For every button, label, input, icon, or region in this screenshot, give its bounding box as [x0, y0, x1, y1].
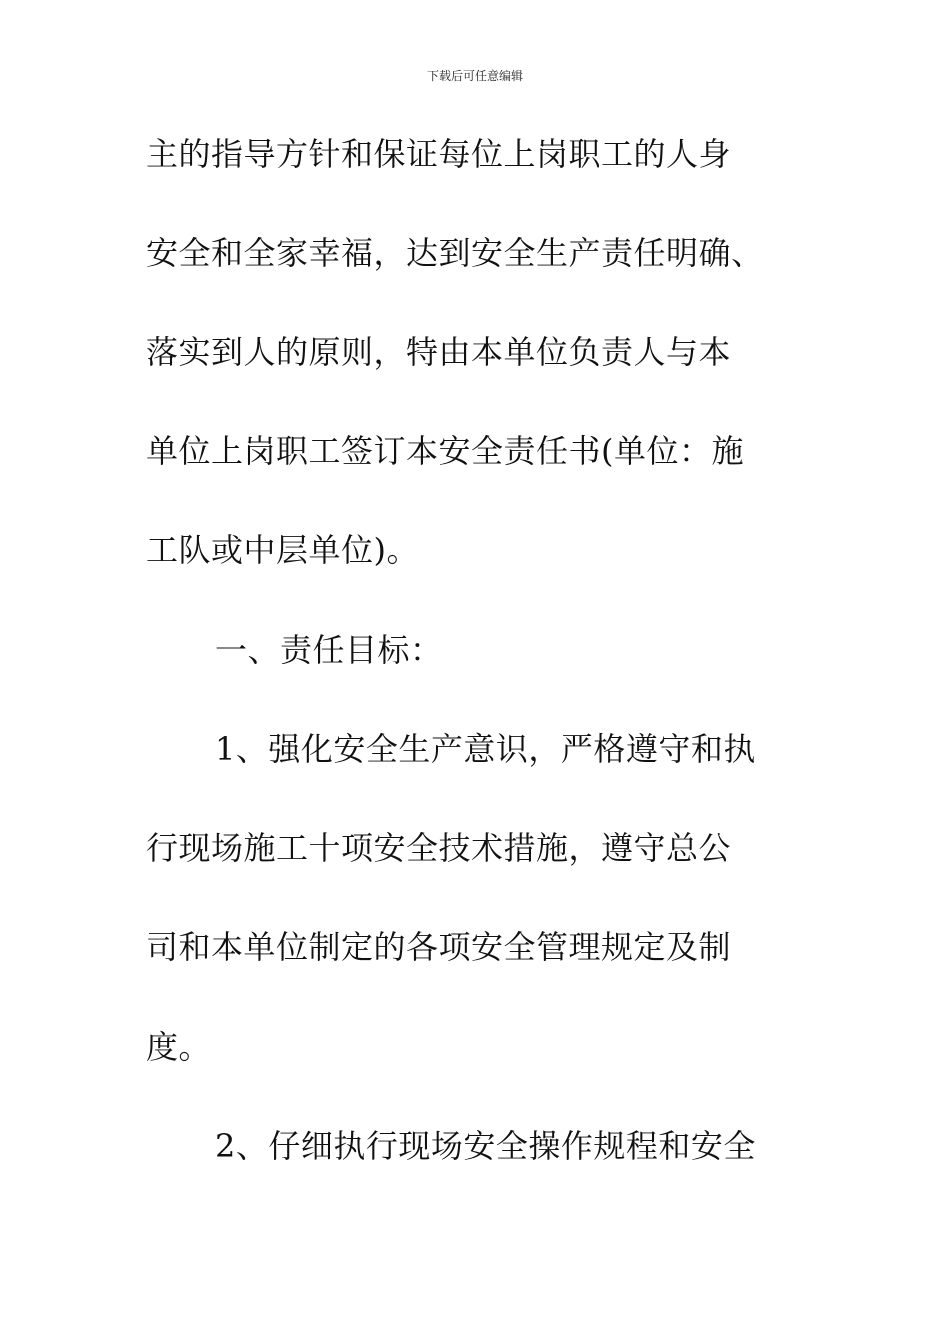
body-line: 行现场施工十项安全技术措施，遵守总公 — [146, 829, 732, 867]
list-item-start: 2、仔细执行现场安全操作规程和安全 — [215, 1127, 756, 1165]
section-heading: 一、责任目标： — [215, 631, 443, 669]
page-header-note: 下载后可任意编辑 — [426, 69, 523, 83]
body-line: 工队或中层单位)。 — [146, 531, 419, 569]
list-item-start: 1、强化安全生产意识，严格遵守和执 — [215, 730, 756, 768]
body-line: 单位上岗职工签订本安全责任书(单位：施 — [146, 432, 744, 470]
body-line: 度。 — [146, 1028, 212, 1066]
body-line: 主的指导方针和保证每位上岗职工的人身 — [146, 135, 732, 173]
body-line: 落实到人的原则，特由本单位负责人与本 — [146, 333, 732, 371]
body-line: 司和本单位制定的各项安全管理规定及制 — [146, 928, 732, 966]
body-line: 安全和全家幸福，达到安全生产责任明确、 — [146, 234, 764, 272]
